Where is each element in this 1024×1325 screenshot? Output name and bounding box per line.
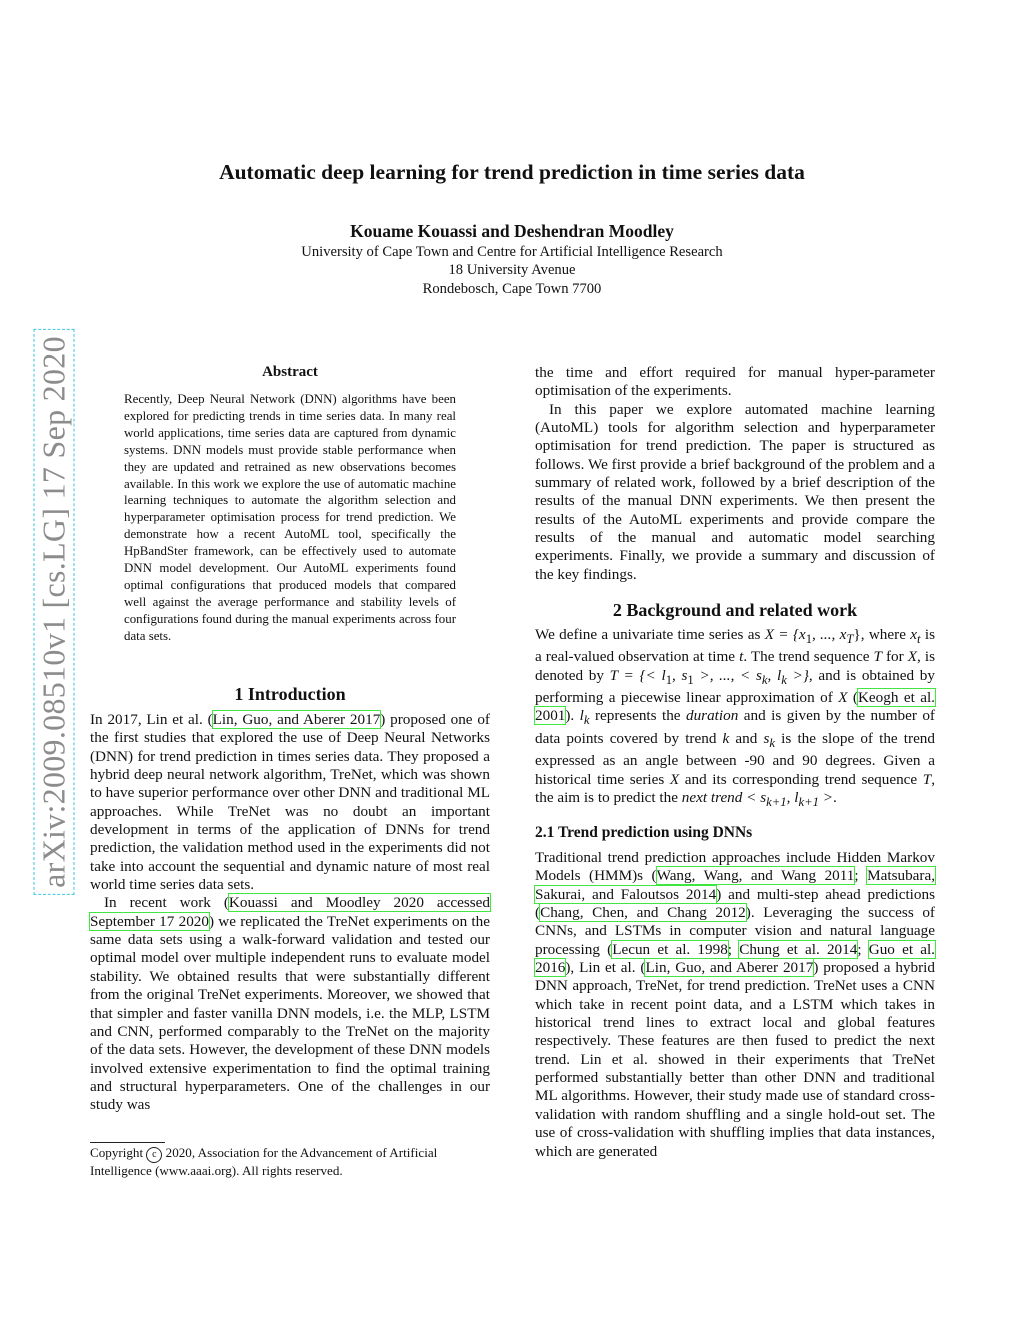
citation-link[interactable]: Guo et al. 2016 bbox=[535, 940, 935, 977]
subsection-paragraph bbox=[535, 849, 935, 1161]
affiliation-line: 18 University Avenue bbox=[448, 262, 576, 279]
copyright-footnote: Copyright c 2020, Association for the Advancement of Artificial Intelligence (www.aaai.org). All rights reserved. bbox=[90, 1145, 438, 1178]
citation-link[interactable]: Chang, Chen, and Chang 2012 bbox=[540, 904, 746, 922]
paper-title: Automatic deep learning for trend prediction in time series data bbox=[219, 160, 805, 184]
section-heading-introduction: 1 Introduction bbox=[234, 684, 346, 704]
paragraph: We define a univariate time series as $X = \{x_1$, ..., $x_T$}, where $x_t$ is a real-valued observation at time t. The trend sequence T for X, is denoted by T = {< $l_1$, $s_1$ >, ..., < $s_k$, $l_k$ >}, and is obtained by performing a piecewise linear approximation of X (Keogh et al. 2001). $l_k$ represents the duration and is given by the number of data points covered by trend k and $s_k$ is the slope of the trend expressed as an angle between -90 and 90 degrees. Given a historical time series X and its corresponding trend sequence T, the aim is to predict the next trend < $s_{k+1}$, $l_{k+1}$ >. bbox=[535, 626, 935, 809]
citation-link[interactable]: Wang, Wang, and Wang 2011 bbox=[656, 867, 855, 885]
citation-link[interactable]: Matsubara, Sakurai, and Faloutsos 2014 bbox=[535, 867, 936, 903]
affiliation-line: University of Cape Town and Centre for Artificial Intelligence Research bbox=[301, 244, 723, 260]
abstract-text: Recently, Deep Neural Network (DNN) algorithms have been explored for predicting trends in time series data. In many real world applications, time series data are captured from dynamic systems. DNN models must provide stable performance when they are updated and retrained as new observations becomes available. In this work we explore the use of automatic machine learning techniques to automate the algorithm selection and hyperparameter optimisation process for trend prediction. We demonstrate how a recent AutoML tool, specifically the HpBandSter framework, can be effectively used to automate DNN model development. Our AutoML experiments found optimal configurations that produced models that compared well against the average performance and stability levels of configurations found during the manual experiments across four data sets. bbox=[124, 392, 456, 643]
paragraph: the time and effort required for manual hyper-parameter optimisation of the experiments. bbox=[535, 364, 935, 400]
arxiv-stamp[interactable]: arXiv:2009.08510v1 [cs.LG] 17 Sep 2020 bbox=[34, 329, 75, 895]
right-column-intro bbox=[535, 364, 935, 584]
citation-link[interactable]: Chung et al. 2014 bbox=[739, 940, 858, 958]
affiliation-line: Rondebosch, Cape Town 7700 bbox=[422, 280, 602, 297]
citation-link[interactable]: Keogh et al. 2001 bbox=[535, 689, 935, 725]
paragraph: In 2017, Lin et al. (Lin, Guo, and Aberer 2017) proposed one of the first studies that explored the use of Deep Neural Networks (DNN) for trend prediction in times series data. They proposed a hybrid deep neural network algorithm, TreNet, which was shown to have superior performance over other DNN and traditional ML approaches. While TreNet was no doubt an important development in terms of the application of DNNs for trend prediction, the validation method used in the experiments did not take into account the sequential and dynamic nature of most real world time series data sets. bbox=[90, 711, 490, 894]
section-heading-background: 2 Background and related work bbox=[612, 600, 858, 620]
paragraph: In recent work (Kouassi and Moodley 2020 accessed September 17 2020) we replicated the TreNet experiments on the same data sets using a walk-forward validation and tested our optimal model over multiple independent runs to evaluate model stability. We obtained results that were substantially different from the original TreNet experiments. Moreover, we showed that that simpler and faster vanilla DNN models, i.e. the MLP, LSTM and CNN, performed comparably to the TreNet on the majority of the data sets. However, the development of these DNN models involved extensive experimentation to find the optimal training and structural hyperparameters. One of the challenges in our study was bbox=[90, 894, 490, 1114]
citation-link[interactable]: Lin, Guo, and Aberer 2017 bbox=[645, 959, 814, 977]
citation-link[interactable]: Kouassi and Moodley 2020 accessed September 17 2020 bbox=[90, 894, 490, 930]
footnote-rule bbox=[90, 1142, 165, 1143]
background-paragraph bbox=[535, 626, 935, 811]
citation-link[interactable]: Lin, Guo, and Aberer 2017 bbox=[212, 711, 381, 728]
citation-link[interactable]: Lecun et al. 1998 bbox=[612, 940, 728, 958]
paper-authors: Kouame Kouassi and Deshendran Moodley bbox=[350, 221, 674, 241]
copyright-symbol-icon: c bbox=[146, 1147, 162, 1163]
paragraph: In this paper we explore automated machine learning (AutoML) tools for algorithm selection and hyperparameter optimisation for trend prediction. The paper is structured as follows. We first provide a brief background of the problem and a summary of related work, followed by a brief description of the results of the manual DNN experiments. We then present the results of the AutoML experiments and provide compare the results of the manual and automatic model searching experiments. Finally, we provide a summary and discussion of the key findings. bbox=[535, 400, 935, 583]
subsection-heading-trend-prediction: 2.1 Trend prediction using DNNs bbox=[535, 824, 753, 841]
paragraph: Traditional trend prediction approaches include Hidden Markov Models (HMM)s (Wang, Wang, and Wang 2011; Matsubara, Sakurai, and Faloutsos 2014) and multi-step ahead predictions (Chang, Chen, and Chang 2012). Leveraging the success of CNNs, and LSTMs in computer vision and natural language processing (Lecun et al. 1998; Chung et al. 2014; Guo et al. 2016), Lin et al. (Lin, Guo, and Aberer 2017) proposed a hybrid DNN approach, TreNet, for trend prediction. TreNet uses a CNN which take in recent point data, and a LSTM which takes in historical trend lines to extract local and global features respectively. These features are then fused to predict the next trend. Lin et al. showed in their experiments that TreNet performed substantially better than other DNN and traditional ML algorithms. However, their study made use of standard cross-validation with random shuffling and a single hold-out set. The use of cross-validation with shuffling implies that data instances, which are generated bbox=[535, 849, 936, 1160]
affiliation bbox=[0, 243, 1024, 298]
abstract-heading: Abstract bbox=[262, 364, 318, 380]
left-column-body bbox=[90, 711, 490, 1115]
